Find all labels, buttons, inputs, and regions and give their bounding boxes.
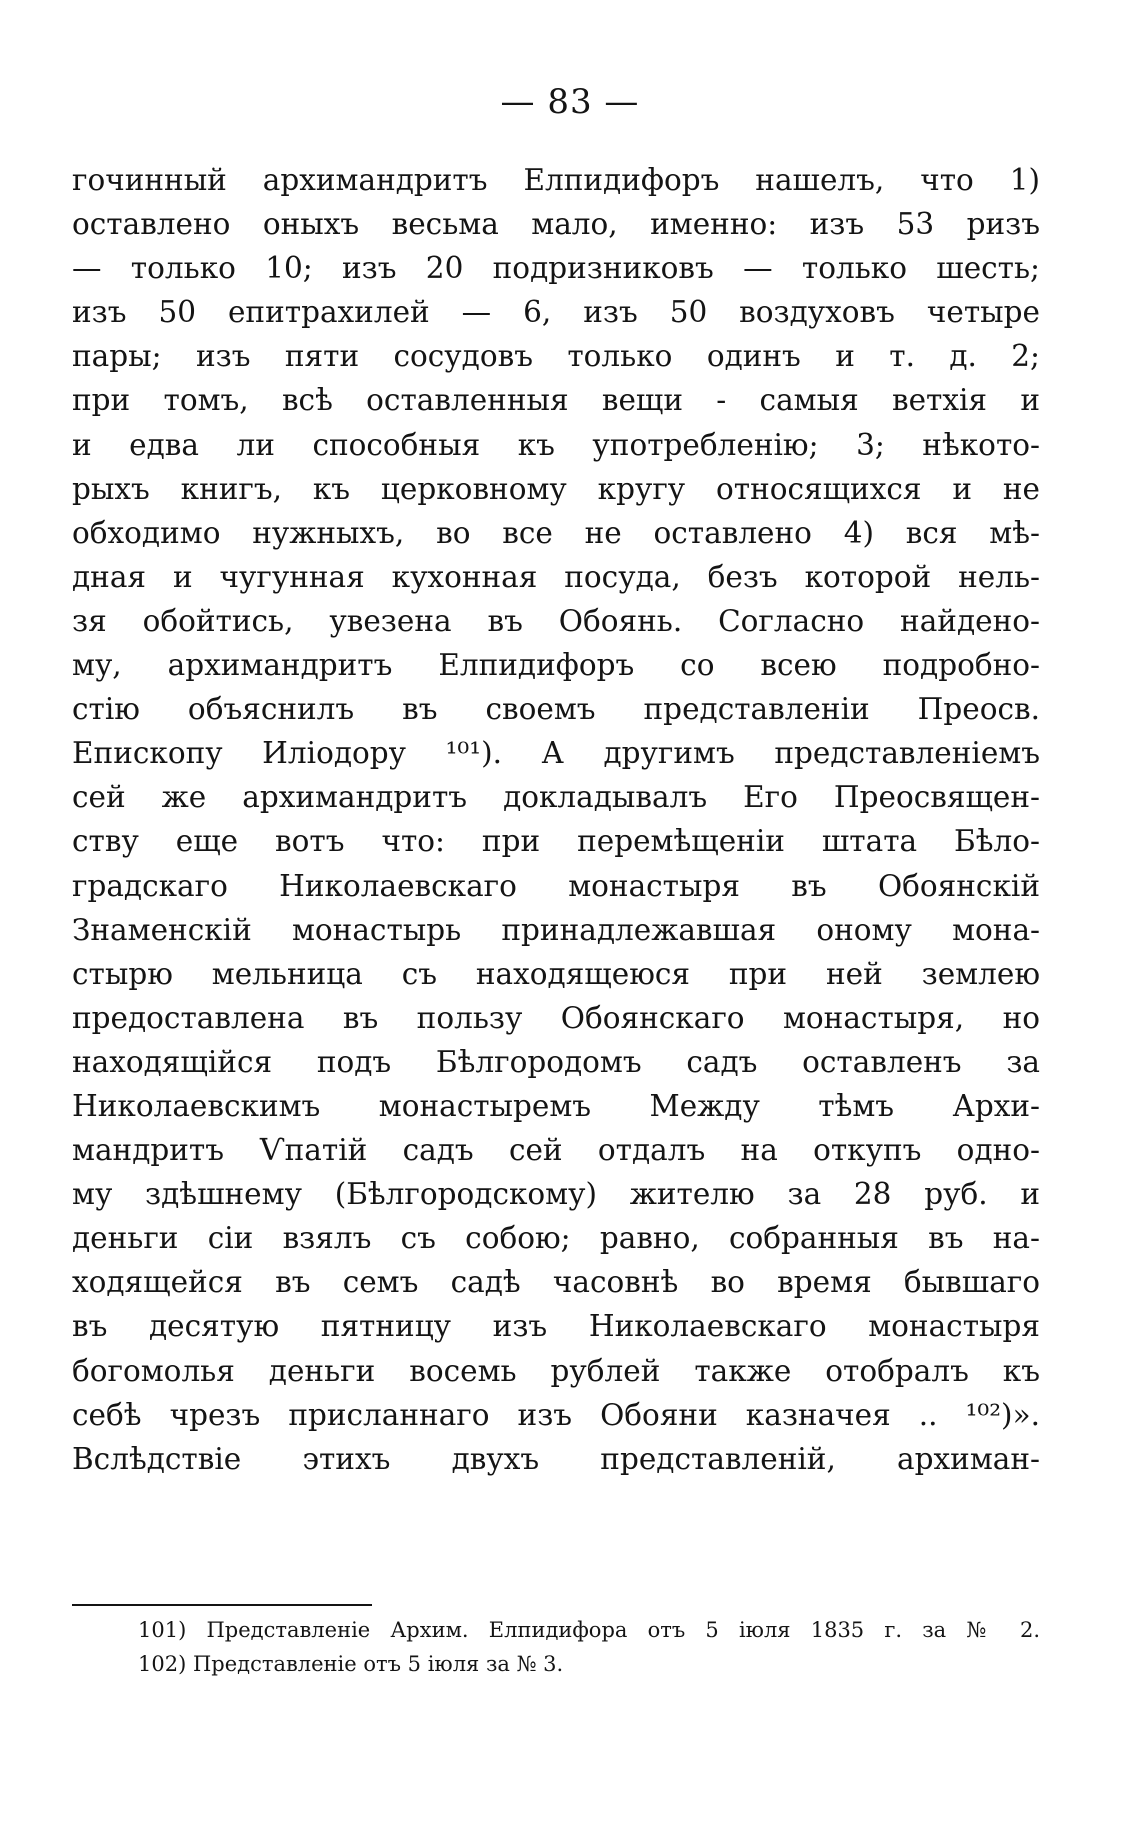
footnote-102: 102) Представленіе отъ 5 іюля за № 3. [138,1652,564,1676]
text-line: при томъ, всѣ оставленныя вещи - самыя ветхія и [72,383,1040,418]
text-line: себѣ чрезъ присланнаго изъ Обояни казначея .. ¹⁰²)». [72,1397,1040,1432]
page-number: — 83 — [500,82,640,122]
text-line: пары; изъ пяти сосудовъ только одинъ и т. д. 2; [72,339,1040,374]
text-line: мандритъ Ѵпатій садъ сей отдалъ на откупъ одно- [72,1133,1040,1168]
text-line: рыхъ книгъ, къ церковному кругу относящихся и не [72,471,1040,506]
text-line: обходимо нужныхъ, во все не оставлено 4) вся мѣ- [72,515,1040,550]
body-text [72,158,1040,1481]
text-line: — только 10; изъ 20 подризниковъ — только шесть; [72,251,1040,286]
text-line: и едва ли способныя къ употребленію; 3; нѣкото- [72,427,1040,462]
text-line: Знаменскій монастырь принадлежавшая оному мона- [72,912,1040,947]
text-line: деньги сіи взялъ съ собою; равно, собранныя въ на- [72,1221,1040,1256]
text-line: сей же архимандритъ докладывалъ Его Преосвящен- [72,780,1040,815]
text-line: му, архимандритъ Елпидифоръ со всею подробно- [72,648,1040,683]
text-line: Епископу Иліодору ¹⁰¹). А другимъ представленіемъ [72,736,1040,771]
footnotes [138,1613,1040,1681]
text-line: въ десятую пятницу изъ Николаевскаго монастыря [72,1309,1040,1344]
text-line: богомолья деньги восемь рублей также отобралъ къ [72,1353,1040,1388]
text-line: Вслѣдствіе этихъ двухъ представленій, архиман- [72,1441,1040,1476]
text-line: ходящейся въ семъ садѣ часовнѣ во время бывшаго [72,1265,1040,1300]
text-line: ству еще вотъ что: при перемѣщеніи штата Бѣло- [72,824,1040,859]
text-line: гочинный архимандритъ Елпидифоръ нашелъ, что 1) [72,163,1040,197]
text-line: стію объяснилъ въ своемъ представленіи Преосв. [72,692,1040,727]
footnote-101: 101) Представленіе Архим. Елпидифора отъ 5 іюля 1835 г. за № 2. [138,1618,1040,1642]
text-line: стырю мельница съ находящеюся при ней землею [72,956,1040,991]
footnote-divider [72,1604,372,1606]
text-line: зя обойтись, увезена въ Обоянь. Согласно найдено- [72,603,1040,638]
text-line: градскаго Николаевскаго монастыря въ Обоянскій [72,868,1040,903]
text-line: дная и чугунная кухонная посуда, безъ которой нель- [72,559,1040,594]
text-line: Николаевскимъ монастыремъ Между тѣмъ Архи- [72,1088,1040,1123]
text-line: изъ 50 епитрахилей — 6, изъ 50 воздуховъ четыре [72,295,1040,330]
text-line: находящійся подъ Бѣлгородомъ садъ оставленъ за [72,1044,1040,1079]
text-line: оставлено оныхъ весьма мало, именно: изъ 53 ризъ [72,207,1040,242]
text-line: предоставлена въ пользу Обоянскаго монастыря, но [72,1000,1040,1035]
text-line: му здѣшнему (Бѣлгородскому) жителю за 28 руб. и [72,1177,1040,1212]
